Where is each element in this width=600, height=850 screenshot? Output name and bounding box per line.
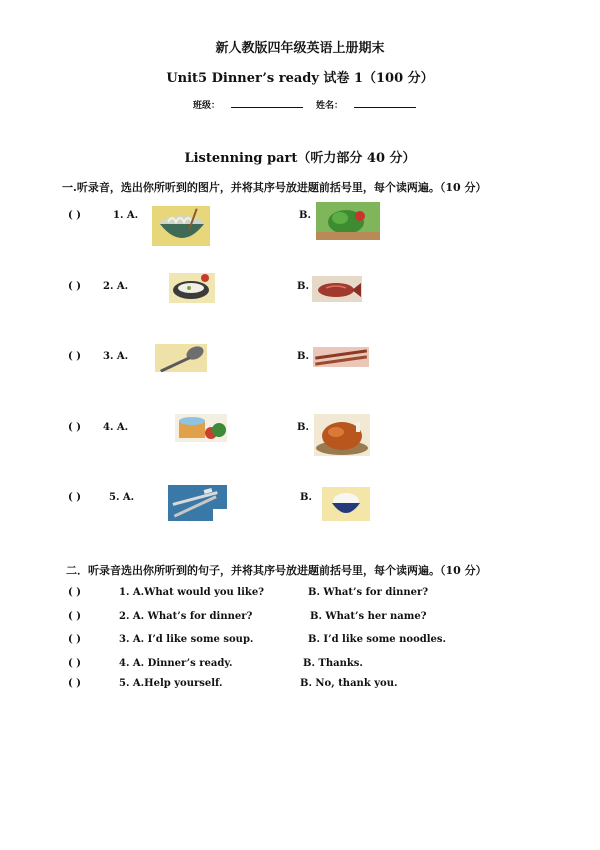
s2-item1-option-a: 1. A.What would you like? xyxy=(119,587,265,598)
s2-item4-option-b: B. Thanks. xyxy=(303,658,363,669)
fish-image[interactable] xyxy=(312,276,362,302)
item5-b-label: B. xyxy=(300,492,312,503)
s2-item1-option-b: B. What’s for dinner? xyxy=(308,587,429,598)
spoon-image[interactable] xyxy=(155,344,207,372)
s2-item2-option-b: B. What’s her name? xyxy=(310,611,427,622)
knife-and-fork-image[interactable] xyxy=(168,485,227,521)
vegetables-image[interactable] xyxy=(316,202,380,240)
rice-and-broccoli-image[interactable] xyxy=(175,414,227,442)
item1-paren[interactable]: ( ) xyxy=(68,210,81,221)
name-label: 姓名： xyxy=(316,101,344,111)
section2-instruction: 二．听录音选出你所听到的句子，并将其序号放进题前括号里，每个读两遍。（10 分） xyxy=(66,564,487,577)
item3-paren[interactable]: ( ) xyxy=(68,351,81,362)
rice-bowl-image[interactable] xyxy=(322,487,370,521)
item4-label: 4. A. xyxy=(103,422,129,433)
class-field xyxy=(193,98,303,111)
item2-b-label: B. xyxy=(297,281,309,292)
page-subtitle: Unit5 Dinner’s ready 试卷 1（100 分） xyxy=(166,71,434,86)
name-field xyxy=(316,98,416,111)
name-blank[interactable] xyxy=(354,98,416,108)
noodles-bowl-image[interactable] xyxy=(152,206,210,246)
class-blank[interactable] xyxy=(231,98,303,108)
chopsticks-image[interactable] xyxy=(313,347,369,367)
item4-paren[interactable]: ( ) xyxy=(68,422,81,433)
item1-b-label: B. xyxy=(299,210,311,221)
s2-item4-option-a: 4. A. Dinner’s ready. xyxy=(119,658,233,669)
soup-bowl-image[interactable] xyxy=(169,273,215,303)
item3-b-label: B. xyxy=(297,351,309,362)
item2-label: 2. A. xyxy=(103,281,129,292)
class-label: 班级： xyxy=(193,101,221,111)
item5-paren[interactable]: ( ) xyxy=(68,492,81,503)
s2-item2-option-a: 2. A. What’s for dinner? xyxy=(119,611,253,622)
s2-item4-paren[interactable]: ( ) xyxy=(68,658,81,669)
s2-item3-option-a: 3. A. I’d like some soup. xyxy=(119,634,254,645)
section1-instruction: 一.听录音，选出你所听到的图片，并将其序号放进题前括号里，每个读两遍。（10 分） xyxy=(62,181,487,194)
s2-item3-option-b: B. I’d like some noodles. xyxy=(308,634,447,645)
chicken-image[interactable] xyxy=(314,414,370,456)
s2-item3-paren[interactable]: ( ) xyxy=(68,634,81,645)
page-title: 新人教版四年级英语上册期末 xyxy=(215,41,385,56)
s2-item2-paren[interactable]: ( ) xyxy=(68,611,81,622)
item3-label: 3. A. xyxy=(103,351,129,362)
item1-label: 1. A. xyxy=(113,210,139,221)
item2-paren[interactable]: ( ) xyxy=(68,281,81,292)
item5-label: 5. A. xyxy=(109,492,135,503)
s2-item5-paren[interactable]: ( ) xyxy=(68,678,81,689)
s2-item5-option-a: 5. A.Help yourself. xyxy=(119,678,223,689)
listening-heading: Listenning part（听力部分 40 分） xyxy=(184,151,416,166)
item4-b-label: B. xyxy=(297,422,309,433)
s2-item5-option-b: B. No, thank you. xyxy=(300,678,398,689)
s2-item1-paren[interactable]: ( ) xyxy=(68,587,81,598)
